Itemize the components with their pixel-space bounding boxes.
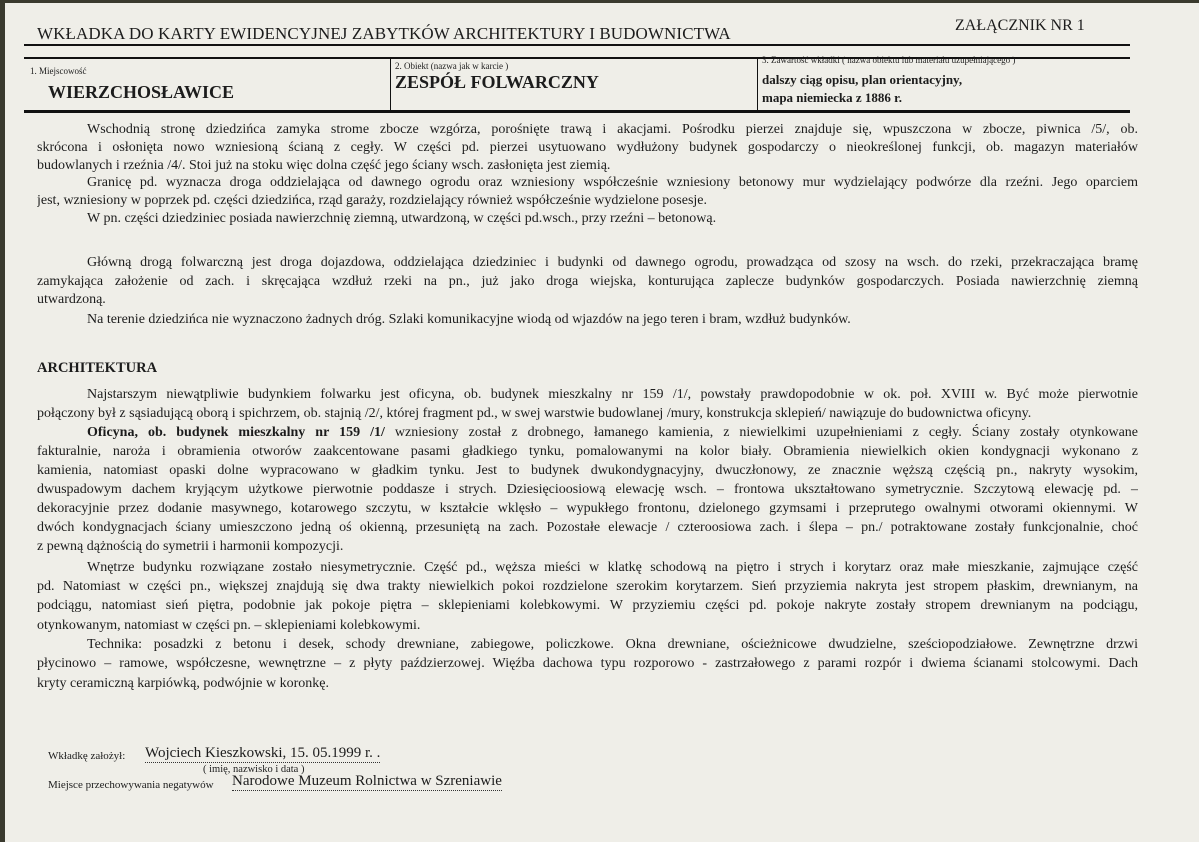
- content-label: 3. Zawartość wkładki ( nazwa obiektu lub materiału uzupełniającego ): [762, 55, 1016, 65]
- text-line: [37, 405, 1138, 423]
- text-line: [37, 157, 1138, 175]
- text-line-content: kamienia, natomiast opaski dolne wypracowano w gładkim tynku. Jest to budynek dwukondygnacyjny, dwuczłonowy, ze znacznie węższą częścią pn., nakryty wysokim,: [37, 463, 1138, 478]
- text-line: [37, 500, 1138, 518]
- text-line: [37, 273, 1138, 291]
- text-line: [87, 210, 1138, 228]
- text-line-content: Wnętrze budynku rozwiązane zostało niesymetrycznie. Część pd., węższa mieści w klatkę schodową na piętro i strych i korytarz oraz małe mieszkanie, zajmujące część: [87, 560, 1138, 575]
- top-rule: [24, 44, 1130, 46]
- text-line-content: dwóch kondygnacjach ściany umieszczono jedną oś okienną, przesuniętą na zach. Pozostałe elewacje / czteroosiowa zach. i ślepa – pn./ potraktowane zostały funkcjonalnie, choć: [37, 520, 1138, 535]
- author-value: Wojciech Kieszkowski, 15. 05.1999 r. .: [145, 745, 381, 761]
- place-label: 1. Miejscowość: [30, 66, 87, 76]
- text-line: [37, 192, 1138, 210]
- text-line: [37, 519, 1138, 537]
- text-line: [87, 311, 1138, 329]
- text-line: [37, 675, 1138, 693]
- text-line-content: Na terenie dziedzińca nie wyznaczono żadnych dróg. Szlaki komunikacyjne wiodą od wjazdów na jego teren i bram, wzdłuż budynków.: [87, 312, 851, 327]
- text-line: [37, 578, 1138, 596]
- text-line-content: płycinowo – ramowe, współczesne, wewnętrzne – z płyty paździerzowej. Więźba dachowa typu rozporowo - zastrzałowego z parami rozpór i dwiema ścianami stolcowymi. Dach: [37, 656, 1138, 671]
- text-line: [37, 462, 1138, 480]
- text-line: [87, 636, 1138, 654]
- text-line-content: dekoracyjnie przez dodanie masywnego, kotarowego szczytu, w kształcie wklęsło – wypukłego frontonu, dzielonego gzymsami i przeprutego owalnymi otworami okiennymi. W: [37, 501, 1138, 516]
- fields-bottom-rule: [24, 110, 1130, 113]
- negatives-value: Narodowe Muzeum Rolnictwa w Szreniawie: [232, 773, 502, 789]
- object-label: 2. Obiekt (nazwa jak w karcie ): [395, 61, 509, 71]
- author-hint: ( imię, nazwisko i data ): [203, 764, 305, 775]
- field-divider: [757, 57, 758, 110]
- text-line-content: fakturalnie, naroża i obramienia otworów zaakcentowane pasami gładkiego tynku, pomalowanymi na kolor biały. Obramienia niewielkich okien kondygnacji wykonano z: [37, 444, 1138, 459]
- text-line: [37, 538, 1138, 556]
- text-line-content: Technika: posadzki z betonu i desek, schody drewniane, zabiegowe, policzkowe. Okna drewniane, ościeżnicowe dwudzielne, sześciopodziałowe. Zewnętrzne drzwi: [87, 637, 1138, 652]
- text-line-content: zamykająca założenie od zach. i skręcająca wzdłuż rzeki na pn., już jako droga wiejska, konturująca zaplecze budynków gospodarczych. Posiada nawierzchnię ziemną: [37, 274, 1138, 289]
- text-line-content: W pn. części dziedziniec posiada nawierzchnię ziemną, utwardzoną, w części pd.wsch., przy rzeźni – betonową.: [87, 211, 717, 226]
- text-line-content: pd. Natomiast w części pn., większej znajdują się dwa trakty niewielkich pokoi rozdzielone szerokim korytarzem. Sień przyziemia nakryta jest stropem płaskim, drewnianym, na: [37, 579, 1138, 594]
- scan-edge: [0, 0, 5, 842]
- section-heading-architektura: ARCHITEKTURA: [37, 360, 158, 376]
- field-divider: [390, 57, 391, 110]
- negatives-label: Miejsce przechowywania negatywów: [48, 779, 214, 791]
- text-line: [87, 559, 1138, 577]
- text-line-content: z pewną dążnością do symetrii i harmonii kompozycji.: [37, 539, 344, 554]
- content-line-1: dalszy ciąg opisu, plan orientacyjny,: [762, 72, 963, 87]
- text-line-content: utwardzoną.: [37, 292, 106, 307]
- scan-edge-top: [0, 0, 1199, 3]
- text-line-content: Główną drogą folwarczną jest droga dojazdowa, oddzielająca dziedziniec i budynki od dawnego ogrodu, prowadząca od szosy na wsch. do rzeki, przekraczająca bramę: [87, 255, 1138, 270]
- text-line-content: dwuspadowym dachem kryjącym użytkowe pierwotnie poddasze i strych. Dziesięcioosiową elewację wsch. – frontowa ukształtowano symetrycznie. Szczytową elewację pd. –: [37, 482, 1138, 497]
- text-line: [87, 424, 1138, 442]
- content-line-2: mapa niemiecka z 1886 r.: [762, 90, 902, 105]
- document-title: WKŁADKA DO KARTY EWIDENCYJNEJ ZABYTKÓW ARCHITEKTURY I BUDOWNICTWA: [37, 24, 731, 43]
- place-value: WIERZCHOSŁAWICE: [48, 82, 235, 102]
- text-line-content: otynkowanym, natomiast w części pn. – sklepieniami kolebkowymi.: [37, 618, 421, 633]
- text-line: [37, 291, 1138, 309]
- text-line-content: Wschodnią stronę dziedzińca zamyka strome zbocze wzgórza, porośnięte trawą i akacjami. Pośrodku pierzei znajduje się, wpuszczona w zbocze, piwnica /5/, ob.: [87, 122, 1138, 137]
- text-line-content: jest, wzniesiony w poprzek pd. części dziedzińca, rząd garaży, rozdzielający również współcześnie wydzielone posesje.: [37, 193, 708, 208]
- text-line-content: Najstarszym niewątpliwie budynkiem folwarku jest oficyna, ob. budynek mieszkalny nr 159 /1/, powstały prawdopodobnie w ok. poł. XVIII w. Być może pierwotnie: [87, 387, 1138, 402]
- text-line: [37, 139, 1138, 157]
- text-line-content: Granicę pd. wyznacza droga oddzielająca od dawnego ogrodu oraz wzniesiony współcześnie wzniesiony betonowy mur wydzielający podwórze dla rzeźni. Jego oparciem: [87, 175, 1138, 190]
- text-line: [37, 481, 1138, 499]
- text-line: [87, 174, 1138, 192]
- text-line-content: wzniesiony został z drobnego, łamanego kamienia, z niewielkimi uzupełnieniami z cegły. Ściany zostały otynkowane: [394, 425, 1138, 440]
- text-line: [37, 617, 1138, 635]
- author-label: Wkładkę założył:: [48, 750, 126, 762]
- object-value: ZESPÓŁ FOLWARCZNY: [395, 72, 599, 92]
- text-line-content: budowlanych i rzeźnia /4/. Stoi już na stoku więc dolna część jego ściany wsch. zasłonięta jest ziemią.: [37, 158, 611, 173]
- text-line: [37, 597, 1138, 615]
- text-line: [87, 254, 1138, 272]
- annex-number: ZAŁĄCZNIK NR 1: [955, 17, 1085, 34]
- text-line-content: kryty ceramiczną karpiówką, podwójnie w koronkę.: [37, 676, 329, 691]
- text-line: [37, 443, 1138, 461]
- text-line: [37, 655, 1138, 673]
- text-line-content: skrócona i osłonięta nowo wzniesioną ścianą z cegły. W części pd. pierzei usytuowano wydłużony budynek gospodarczy o nieokreślonej funkcji, ob. magazyn materiałów: [37, 140, 1138, 155]
- text-line: [87, 121, 1138, 139]
- bold-lead: Oficyna, ob. budynek mieszkalny nr 159 /1/: [87, 425, 385, 440]
- text-line-content: połączony był z sąsiadującą oborą i spichrzem, ob. stajnią /2/, której fragment pd., w swej warstwie budowlanej /mury, konstrukcja sklepień/ nawiązuje do budownictwa oficyny.: [37, 406, 1032, 421]
- text-line-content: podciągu, natomiast sień piętra, podobnie jak pokoje piętra – sklepieniami kolebkowymi. W przyziemiu części pd. pokoje nakryte zostały stropem drewnianym na podciągu,: [37, 598, 1138, 613]
- text-line: [87, 386, 1138, 404]
